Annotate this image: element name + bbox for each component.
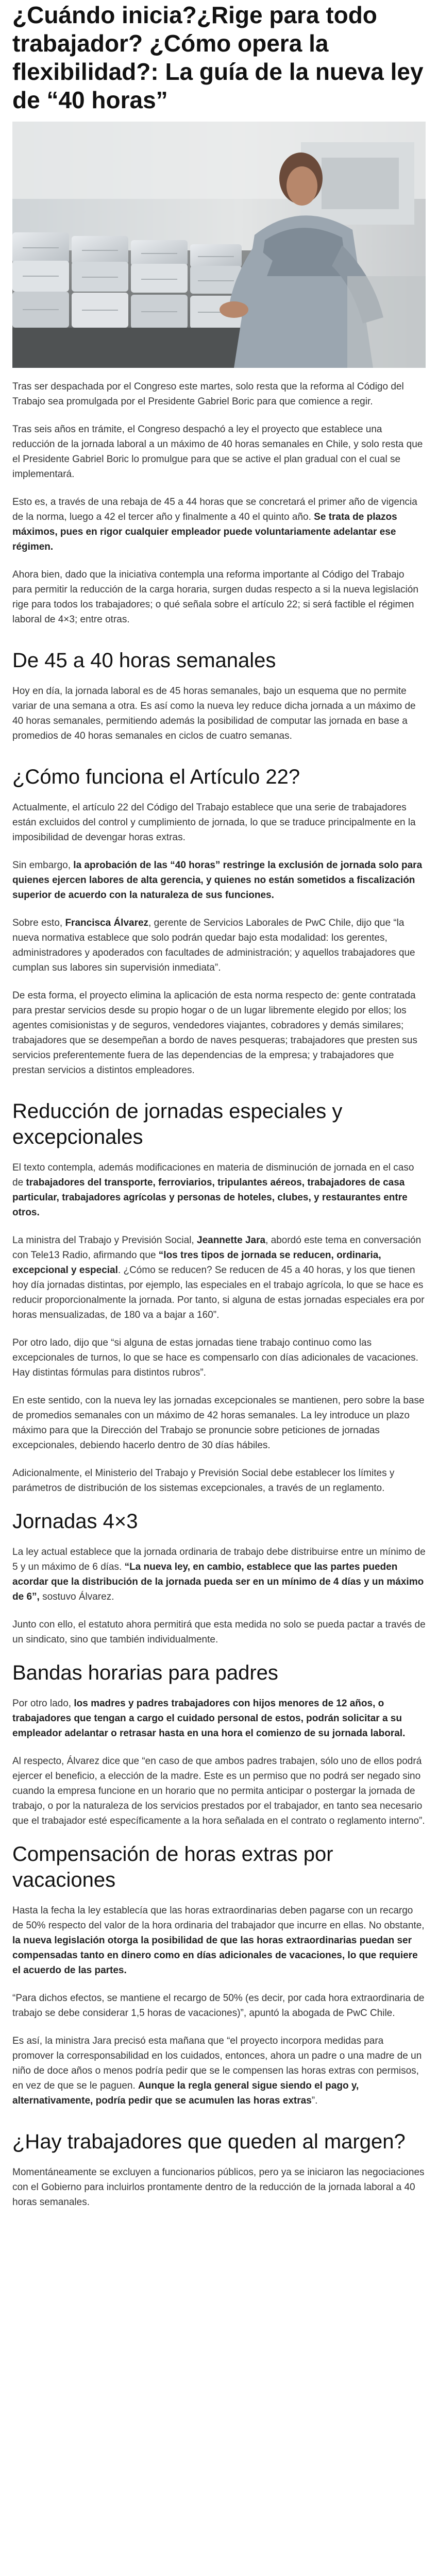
text-run: Junto con ello, el estatuto ahora permitirá que esta medida no solo se pueda pactar a través de un sindicato, sino que también individualmente. — [12, 1619, 426, 1645]
article-paragraph — [12, 1393, 426, 1453]
text-run: Esto es, a través de una rebaja de 45 a 44 horas que se concretará el primer año de vigencia de la norma, luego a 42 el tercer año y finalmente a 40 el quinto año. — [12, 497, 417, 522]
section-heading: Compensación de horas extras por vacaciones — [12, 1843, 333, 1891]
article-paragraph — [12, 1754, 426, 1828]
bold-text: “La nueva ley, en cambio, establece que las partes pueden acordar que la distribución de la jornada pueda ser en un mínimo de 4 días y un máximo de 6”, — [12, 1562, 424, 1602]
article-paragraph — [12, 1335, 426, 1380]
article-paragraph — [12, 1466, 426, 1496]
factory-worker-photo — [12, 122, 426, 368]
bold-text: Aunque la regla general sigue siendo el pago y, alternativamente, podría pedir que se acumulen las horas extras — [12, 2080, 359, 2106]
text-run: Hasta la fecha la ley establecía que las horas extraordinarias deben pagarse con un recargo de 50% respecto del valor de la hora ordinaria del trabajador que incurre en ellas. No obstante, — [12, 1905, 425, 1931]
bold-text: Francisca Álvarez — [65, 918, 149, 928]
text-run: Tras seis años en trámite, el Congreso despachó a ley el proyecto que establece una reducción de la jornada laboral a un máximo de 40 horas semanales en Chile, y solo resta que el Presidente Gabriel Boric lo promulgue para que se active el plan gradual con el cual se implementará. — [12, 424, 423, 480]
article-paragraph — [12, 988, 426, 1078]
text-run: , abordó este tema en conversación con Tele13 Radio, afirmando que — [12, 1235, 422, 1261]
text-run: El texto contempla, además modificaciones en materia de disminución de jornada en el caso de — [12, 1162, 414, 1188]
article-paragraph — [12, 379, 426, 409]
section-heading: ¿Cómo funciona el Artículo 22? — [12, 766, 300, 788]
text-run: sostuvo Álvarez. — [39, 1591, 114, 1602]
text-run: La ley actual establece que la jornada ordinaria de trabajo debe distribuirse entre un mínimo de 5 y un máximo de 6 días. — [12, 1547, 426, 1572]
article-paragraph — [12, 567, 426, 627]
article-paragraph — [12, 858, 426, 903]
text-run: Sobre esto, — [12, 918, 65, 928]
article-title: ¿Cuándo inicia?¿Rige para todo trabajador? ¿Cómo opera la flexibilidad?: La guía de la nueva ley de “40 horas” — [12, 2, 424, 113]
bold-text: “los tres tipos de jornada se reducen, ordinaria, excepcional y especial — [12, 1250, 381, 1276]
article-paragraph — [12, 1991, 426, 2021]
text-run: La ministra del Trabajo y Previsión Social, — [12, 1235, 197, 1246]
article-paragraph — [12, 1617, 426, 1647]
article-paragraph — [12, 2165, 426, 2210]
text-run: ”. — [311, 2095, 318, 2106]
text-run: “Para dichos efectos, se mantiene el recargo de 50% (es decir, por cada hora extraordinaria de trabajo se debe considerar 1,5 horas de vacaciones)”, apuntó la abogada de PwC Chile. — [12, 1993, 425, 2019]
section-heading: Bandas horarias para padres — [12, 1662, 278, 1684]
article-paragraph — [12, 800, 426, 845]
article-paragraph — [12, 916, 426, 975]
article-paragraph — [12, 684, 426, 743]
article-body — [12, 379, 426, 2210]
article-paragraph — [12, 1696, 426, 1741]
bold-text: Se trata de plazos máximos, pues en rigor cualquier empleador puede voluntariamente adelantar ese régimen. — [12, 512, 397, 552]
hero-image — [12, 122, 426, 368]
text-run: Por otro lado, dijo que “si alguna de estas jornadas tiene trabajo continuo como las excepcionales de turnos, lo que se hace es compensarlo con días adicionales de vacaciones. Hay distintas fórmulas para distintos rubros”. — [12, 1337, 418, 1378]
article-paragraph — [12, 1233, 426, 1323]
text-run: Actualmente, el artículo 22 del Código del Trabajo establece que una serie de trabajadores están excluidos del control y cumplimiento de jornada, lo que se traduce principalmente en la imposibilidad de devengar horas extras. — [12, 802, 416, 843]
article-paragraph — [12, 1160, 426, 1220]
text-run: Por otro lado, — [12, 1698, 74, 1709]
text-run: Tras ser despachada por el Congreso este martes, solo resta que la reforma al Código del Trabajo sea promulgada por el Presidente Gabriel Boric para que comience a regir. — [12, 381, 404, 407]
text-run: Adicionalmente, el Ministerio del Trabajo y Previsión Social debe establecer los límites y parámetros de distribución de los sistemas excepcionales, a través de un reglamento. — [12, 1468, 395, 1494]
bold-text: trabajadores del transporte, ferroviarios, tripulantes aéreos, trabajadores de casa particular, trabajadores agrícolas y personas de hoteles, clubes, y restaurantes entre otros. — [12, 1177, 408, 1218]
text-run: Hoy en día, la jornada laboral es de 45 horas semanales, bajo un esquema que no permite variar de una semana a otra. Es así como la nueva ley reduce dicha jornada a un máximo de 40 horas semanales, permitiendo además la posibilidad de computar las jornada en base a promedios de 40 horas semanales en ciclos de cuatro semanas. — [12, 686, 416, 741]
bold-text: Jeannette Jara — [197, 1235, 266, 1246]
section-heading: ¿Hay trabajadores que queden al margen? — [12, 2130, 406, 2153]
section-heading: Jornadas 4×3 — [12, 1510, 138, 1533]
article-paragraph — [12, 2033, 426, 2108]
text-run: Momentáneamente se excluyen a funcionarios públicos, pero ya se iniciaron las negociaciones con el Gobierno para incluirlos prontamente dentro de la reducción de la jornada laboral a 40 horas semanales. — [12, 2167, 425, 2208]
section-heading: Reducción de jornadas especiales y excepcionales — [12, 1100, 343, 1148]
text-run: , gerente de Servicios Laborales de PwC Chile, dijo que “la nueva normativa establece que solo podrán quedar bajo esta modalidad: los gerentes, administradores y apoderados con facultades de administración; y aquellos trabajadores que cumplan sus labores sin supervisión inmediata”. — [12, 918, 415, 973]
article-paragraph — [12, 495, 426, 554]
article-paragraph — [12, 1903, 426, 1978]
bold-text: los madres y padres trabajadores con hijos menores de 12 años, o trabajadores que tengan a cargo el cuidado personal de estos, podrán solicitar a su empleador adelantar o retrasar hasta en una hora el comienzo de su jornada laboral. — [12, 1698, 406, 1739]
text-run: De esta forma, el proyecto elimina la aplicación de esta norma respecto de: gente contratada para prestar servicios desde su propio hogar o de un lugar libremente elegido por ellos; los agentes comisionistas y de seguros, vendedores viajantes, cobradores y demás similares; trabajadores que se desempeñan a bordo de naves pesqueras; trabajadores que presten sus servicios preferentemente fuera de las dependencias de la empresa; y trabajadores que prestan servicios a distintos empleadores. — [12, 990, 417, 1076]
bold-text: la nueva legislación otorga la posibilidad de que las horas extraordinarias puedan ser compensadas tanto en dinero como en días adicionales de vacaciones, lo que requiere el acuerdo de las partes. — [12, 1935, 418, 1976]
text-run: Es así, la ministra Jara precisó esta mañana que “el proyecto incorpora medidas para promover la corresponsabilidad en los cuidados, entonces, ahora un padre o una madre de un niño de doce años o menos podría pedir que se le compensen las horas extras con permisos, en vez de que se le paguen. — [12, 2036, 422, 2091]
text-run: Ahora bien, dado que la iniciativa contempla una reforma importante al Código del Trabajo para permitir la reducción de la carga horaria, surgen dudas respecto a si la nueva legislación rige para todos los trabajadores; o qué señala sobre el artículo 22; si será factible el régimen laboral de 4×3; entre otras. — [12, 569, 418, 625]
section-heading: De 45 a 40 horas semanales — [12, 649, 276, 672]
text-run: En este sentido, con la nueva ley las jornadas excepcionales se mantienen, pero sobre la base de promedios semanales con un máximo de 42 horas semanales. La ley introduce un plazo máximo para que la Dirección del Trabajo se pronuncie sobre peticiones de jornadas excepcionales, debiendo hacerlo dentro de 30 días hábiles. — [12, 1395, 425, 1451]
article-paragraph — [12, 1545, 426, 1604]
text-run: Sin embargo, — [12, 860, 74, 871]
text-run: . ¿Cómo se reducen? Se reducen de 45 a 40 horas, y los que tienen hoy día jornadas distintas, por ejemplo, las especiales en el trabajo agrícola, lo que se hace es reducir proporcionalmente la jornada. Por tanto, si alguna de estas jornadas especiales era por horas mensualizadas, de 180 va a bajar a 160”. — [12, 1265, 425, 1320]
text-run: Al respecto, Álvarez dice que “en caso de que ambos padres trabajen, sólo uno de ellos podrá ejercer el beneficio, a elección de la madre. Este es un permiso que no podrá ser negado sino cuando la empresa funcione en un horario que no permita anticipar o postergar la jornada de trabajo, o por la naturaleza de los servicios prestados por el trabajador, en tanto sea necesario que el trabajador esté específicamente a la hora señalada en el contrato o reglamento interno”. — [12, 1756, 425, 1826]
article-paragraph — [12, 422, 426, 482]
bold-text: la aprobación de las “40 horas” restringe la exclusión de jornada solo para quienes ejercen labores de alta gerencia, y quienes no están sometidos a fiscalización superior de acuerdo con la naturaleza de sus funciones. — [12, 860, 423, 901]
